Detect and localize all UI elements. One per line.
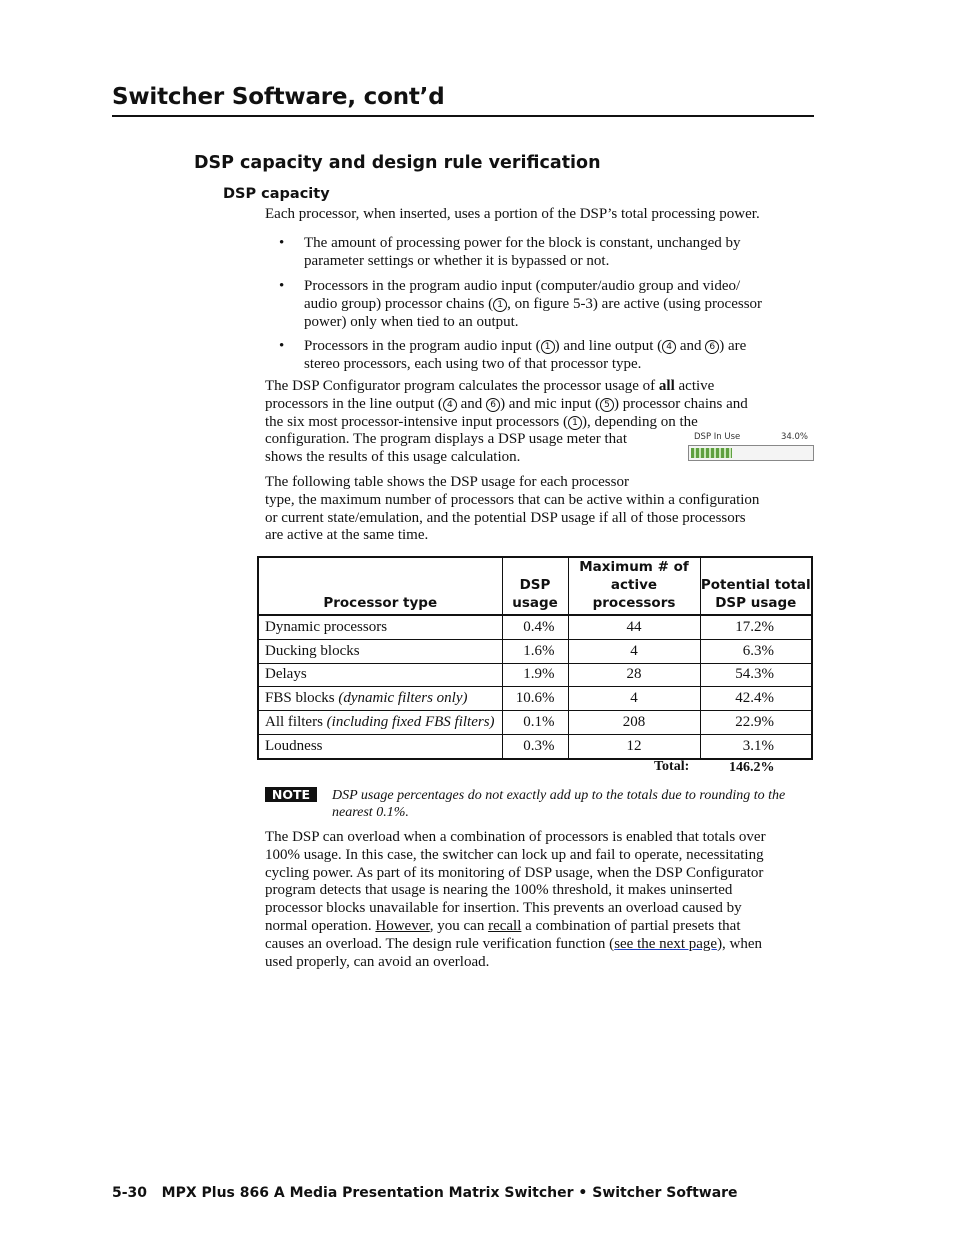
paragraph-overload: The DSP can overload when a combination of processors is enabled that totals over 100% usage. In this case, the switcher can lock up and fail to operate, necessitating cycling power. As part of its monitoring of DSP usage, when the DSP Configurator program detects that usage is nearing the 100% threshold, it makes uninserted processor blocks unavailable for insertion. This prevents an overload caused by normal operation. However, you can recall a combination of partial presets that causes an overload. The design rule verification function (see the next page), when used properly, can avoid an overload.: [265, 829, 766, 970]
cell-potential-total: 54.3%: [700, 663, 812, 687]
callout-4-icon: 4: [662, 340, 676, 354]
footer-title: MPX Plus 866 A Media Presentation Matrix Switcher • Switcher Software: [161, 1185, 738, 1201]
cell-processor-type: FBS blocks (dynamic filters only): [258, 687, 502, 711]
note-badge: NOTE: [265, 787, 317, 802]
page-number: 5-30: [112, 1185, 148, 1201]
table-row: [258, 734, 812, 758]
paragraph-table-intro: The following table shows the DSP usage for each processor type, the maximum number of processors that can be active within a configuration or current state/emulation, and the potential DSP usage if all of those processors are active at the same time.: [265, 474, 760, 544]
cell-processor-type: Ducking blocks: [258, 639, 502, 663]
total-value: 146.2%: [729, 760, 775, 775]
col-header-potential-total: Potential total DSP usage: [700, 557, 812, 615]
cell-max-processors: 4: [568, 639, 700, 663]
cell-dsp-usage: 0.1%: [502, 711, 568, 735]
bullet-1: The amount of processing power for the block is constant, unchanged by parameter settings or whether it is bypassed or not.: [304, 235, 741, 269]
cell-max-processors: 208: [568, 711, 700, 735]
cell-processor-type: Delays: [258, 663, 502, 687]
callout-5-icon: 5: [600, 398, 614, 412]
callout-1-icon: 1: [568, 416, 582, 430]
meter-bar: [688, 445, 814, 461]
cell-potential-total: 6.3%: [700, 639, 812, 663]
bullet-2: Processors in the program audio input (computer/audio group and video/ audio group) processor chains ( 1 , on figure 5-3) are active (using processor power) only when tied to an output.: [304, 278, 763, 330]
cell-processor-type: All filters (including fixed FBS filters): [258, 711, 502, 735]
dsp-usage-table: [257, 556, 813, 760]
table-header-row: [258, 557, 812, 615]
paragraph-dsp-configurator: The DSP Configurator program calculates the processor usage of all active processors in the line output ( 4 and 6 ) and mic input ( 5 ) processor chains and the six most processor-intensive input processors ( 1 ), depending on the configuration. The program displays a DSP usage meter that shows the results of this usage calculation.: [265, 378, 748, 466]
col-header-dsp-usage: DSP usage: [502, 557, 568, 615]
cell-dsp-usage: 10.6%: [502, 687, 568, 711]
table-row: [258, 663, 812, 687]
cell-max-processors: 28: [568, 663, 700, 687]
cell-potential-total: 17.2%: [700, 615, 812, 639]
callout-1-icon: 1: [493, 298, 507, 312]
bullet-dot: •: [279, 278, 285, 294]
total-label: Total:: [654, 759, 690, 774]
dsp-usage-meter: [688, 432, 814, 462]
bullet-dot: •: [279, 235, 285, 251]
page-footer: [112, 1185, 738, 1201]
cell-dsp-usage: 1.6%: [502, 639, 568, 663]
table-row: [258, 615, 812, 639]
callout-6-icon: 6: [705, 340, 719, 354]
meter-fill: [691, 448, 732, 458]
bullet-dot: •: [279, 338, 285, 354]
section-title: DSP capacity and design rule verification: [194, 153, 601, 173]
meter-value: 34.0%: [780, 432, 808, 442]
col-header-max-processors: Maximum # of active processors: [568, 557, 700, 615]
cell-processor-type: Loudness: [258, 734, 502, 758]
next-page-link[interactable]: see the next page: [614, 935, 718, 952]
col-header-processor-type: Processor type: [258, 557, 502, 615]
table-row: [258, 711, 812, 735]
cell-dsp-usage: 0.3%: [502, 734, 568, 758]
cell-processor-type: Dynamic processors: [258, 615, 502, 639]
cell-potential-total: 22.9%: [700, 711, 812, 735]
page-header: Switcher Software, cont’d: [112, 83, 814, 117]
subsection-title: DSP capacity: [223, 186, 330, 202]
callout-1-icon: 1: [541, 340, 555, 354]
recall-link[interactable]: recall: [488, 917, 522, 934]
cell-max-processors: 4: [568, 687, 700, 711]
however-link[interactable]: However: [375, 917, 430, 934]
intro-text: Each processor, when inserted, uses a portion of the DSP’s total processing power.: [265, 206, 760, 222]
cell-max-processors: 12: [568, 734, 700, 758]
callout-4-icon: 4: [443, 398, 457, 412]
cell-dsp-usage: 1.9%: [502, 663, 568, 687]
table-row: [258, 687, 812, 711]
bullet-3: Processors in the program audio input ( 1 ) and line output ( 4 and 6 ) are stereo processors, each using two of that processor type.: [304, 338, 747, 372]
cell-potential-total: 42.4%: [700, 687, 812, 711]
callout-6-icon: 6: [486, 398, 500, 412]
cell-max-processors: 44: [568, 615, 700, 639]
cell-potential-total: 3.1%: [700, 734, 812, 758]
note-text: DSP usage percentages do not exactly add up to the totals due to rounding to the nearest 0.1%.: [332, 788, 786, 820]
cell-dsp-usage: 0.4%: [502, 615, 568, 639]
table-row: [258, 639, 812, 663]
meter-label: DSP In Use: [694, 432, 741, 442]
